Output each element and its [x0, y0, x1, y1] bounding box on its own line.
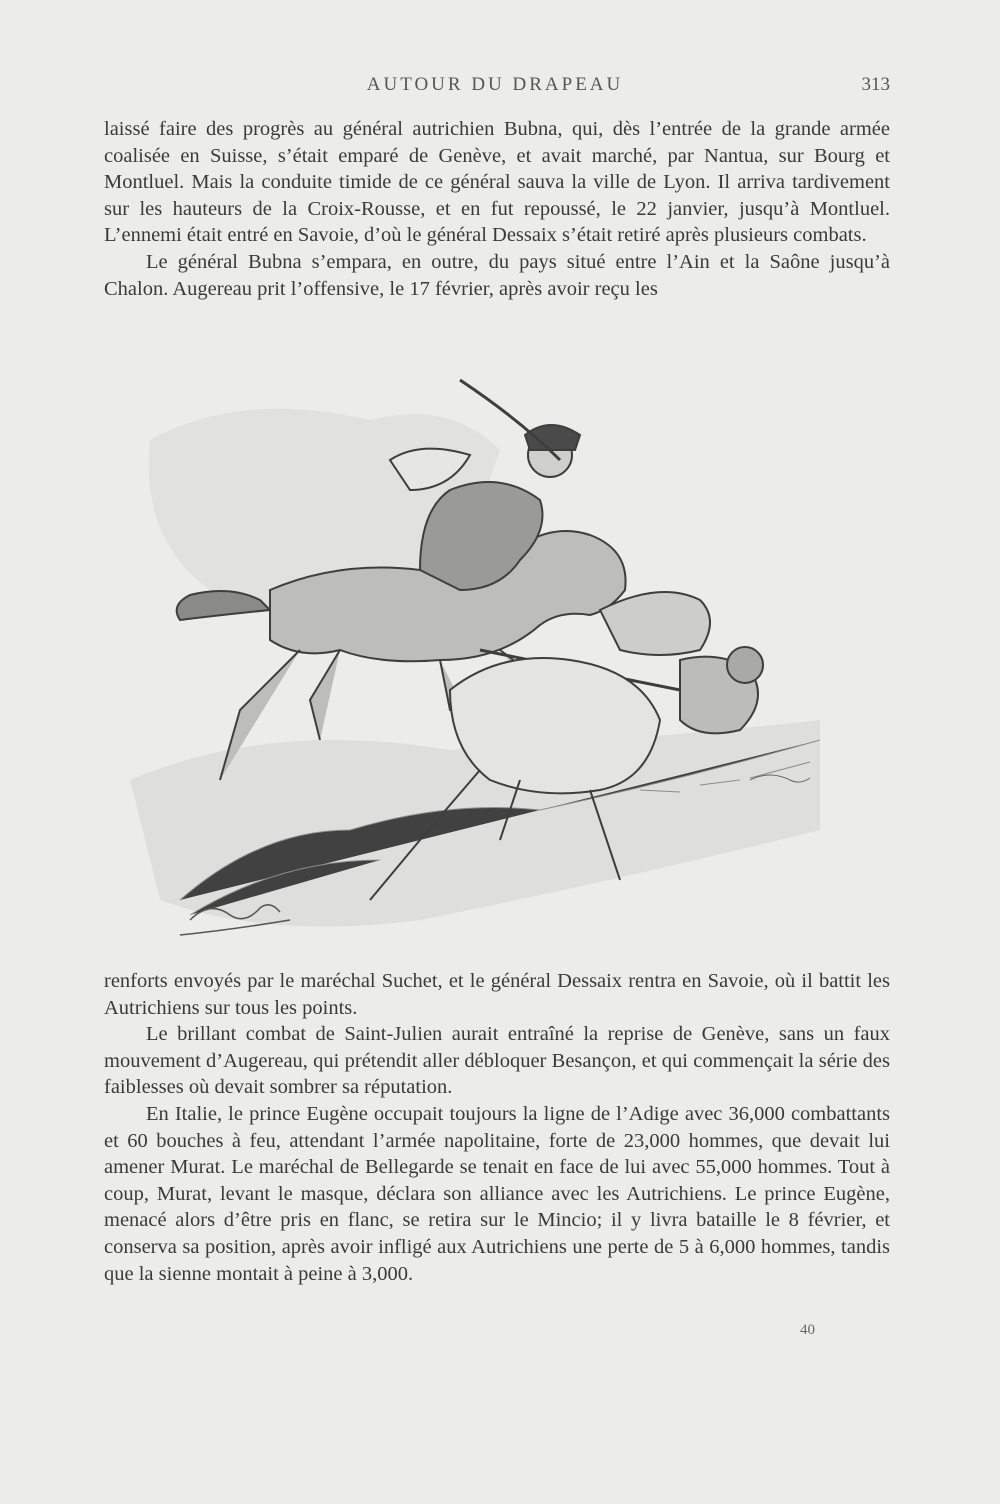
cavalry-charge-illustration	[120, 360, 840, 950]
text-block-bottom	[104, 968, 890, 1287]
running-header	[100, 74, 890, 104]
page-number: 313	[861, 74, 890, 95]
paragraph: renforts envoyés par le maréchal Suchet, et le général Dessaix rentra en Savoie, où il battit les Autrichiens sur tous les points.	[104, 970, 890, 1019]
running-title: AUTOUR DU DRAPEAU	[366, 74, 624, 95]
paragraph: Le général Bubna s’empara, en outre, du pays situé entre l’Ain et la Saône jusqu’à Chalon. Augereau prit l’offensive, le 17 février, après avoir reçu les	[104, 250, 890, 300]
signature-mark: 40	[800, 1322, 815, 1338]
paragraph: laissé faire des progrès au général autrichien Bubna, qui, dès l’entrée de la grande armée coalisée en Suisse, s’était emparé de Genève, et avait marché, par Nantua, sur Bourg et Montluel. Mais la conduite timide de ce général sauva la ville de Lyon. Il arriva tardivement sur les hauteurs de la Croix-Rousse, et en fut repoussé, le 22 janvier, jusqu’à Montluel. L’ennemi était entré en Savoie, d’où le général Dessaix s’était retiré après plusieurs combats.	[104, 118, 890, 247]
paragraph: En Italie, le prince Eugène occupait toujours la ligne de l’Adige avec 36,000 combattants et 60 bouches à feu, attendant l’armée napolitaine, forte de 23,000 hommes, que devait lui amener Murat. Le maréchal de Bellegarde se tenait en face de lui avec 55,000 hommes. Tout à coup, Murat, levant le masque, déclara son alliance avec les Autrichiens. Le prince Eugène, menacé alors d’être pris en flanc, se retira sur le Mincio; il y livra bataille le 8 février, et conserva sa position, après avoir infligé aux Autrichiens une perte de 5 à 6,000 hommes, tandis que la sienne montait à peine à 3,000.	[104, 1102, 890, 1285]
paragraph: Le brillant combat de Saint-Julien aurait entraîné la reprise de Genève, sans un faux mouvement d’Augereau, qui prétendit aller débloquer Besançon, et qui commençait la série des faiblesses où devait sombrer sa réputation.	[104, 1023, 890, 1099]
text-block-top	[104, 116, 890, 302]
